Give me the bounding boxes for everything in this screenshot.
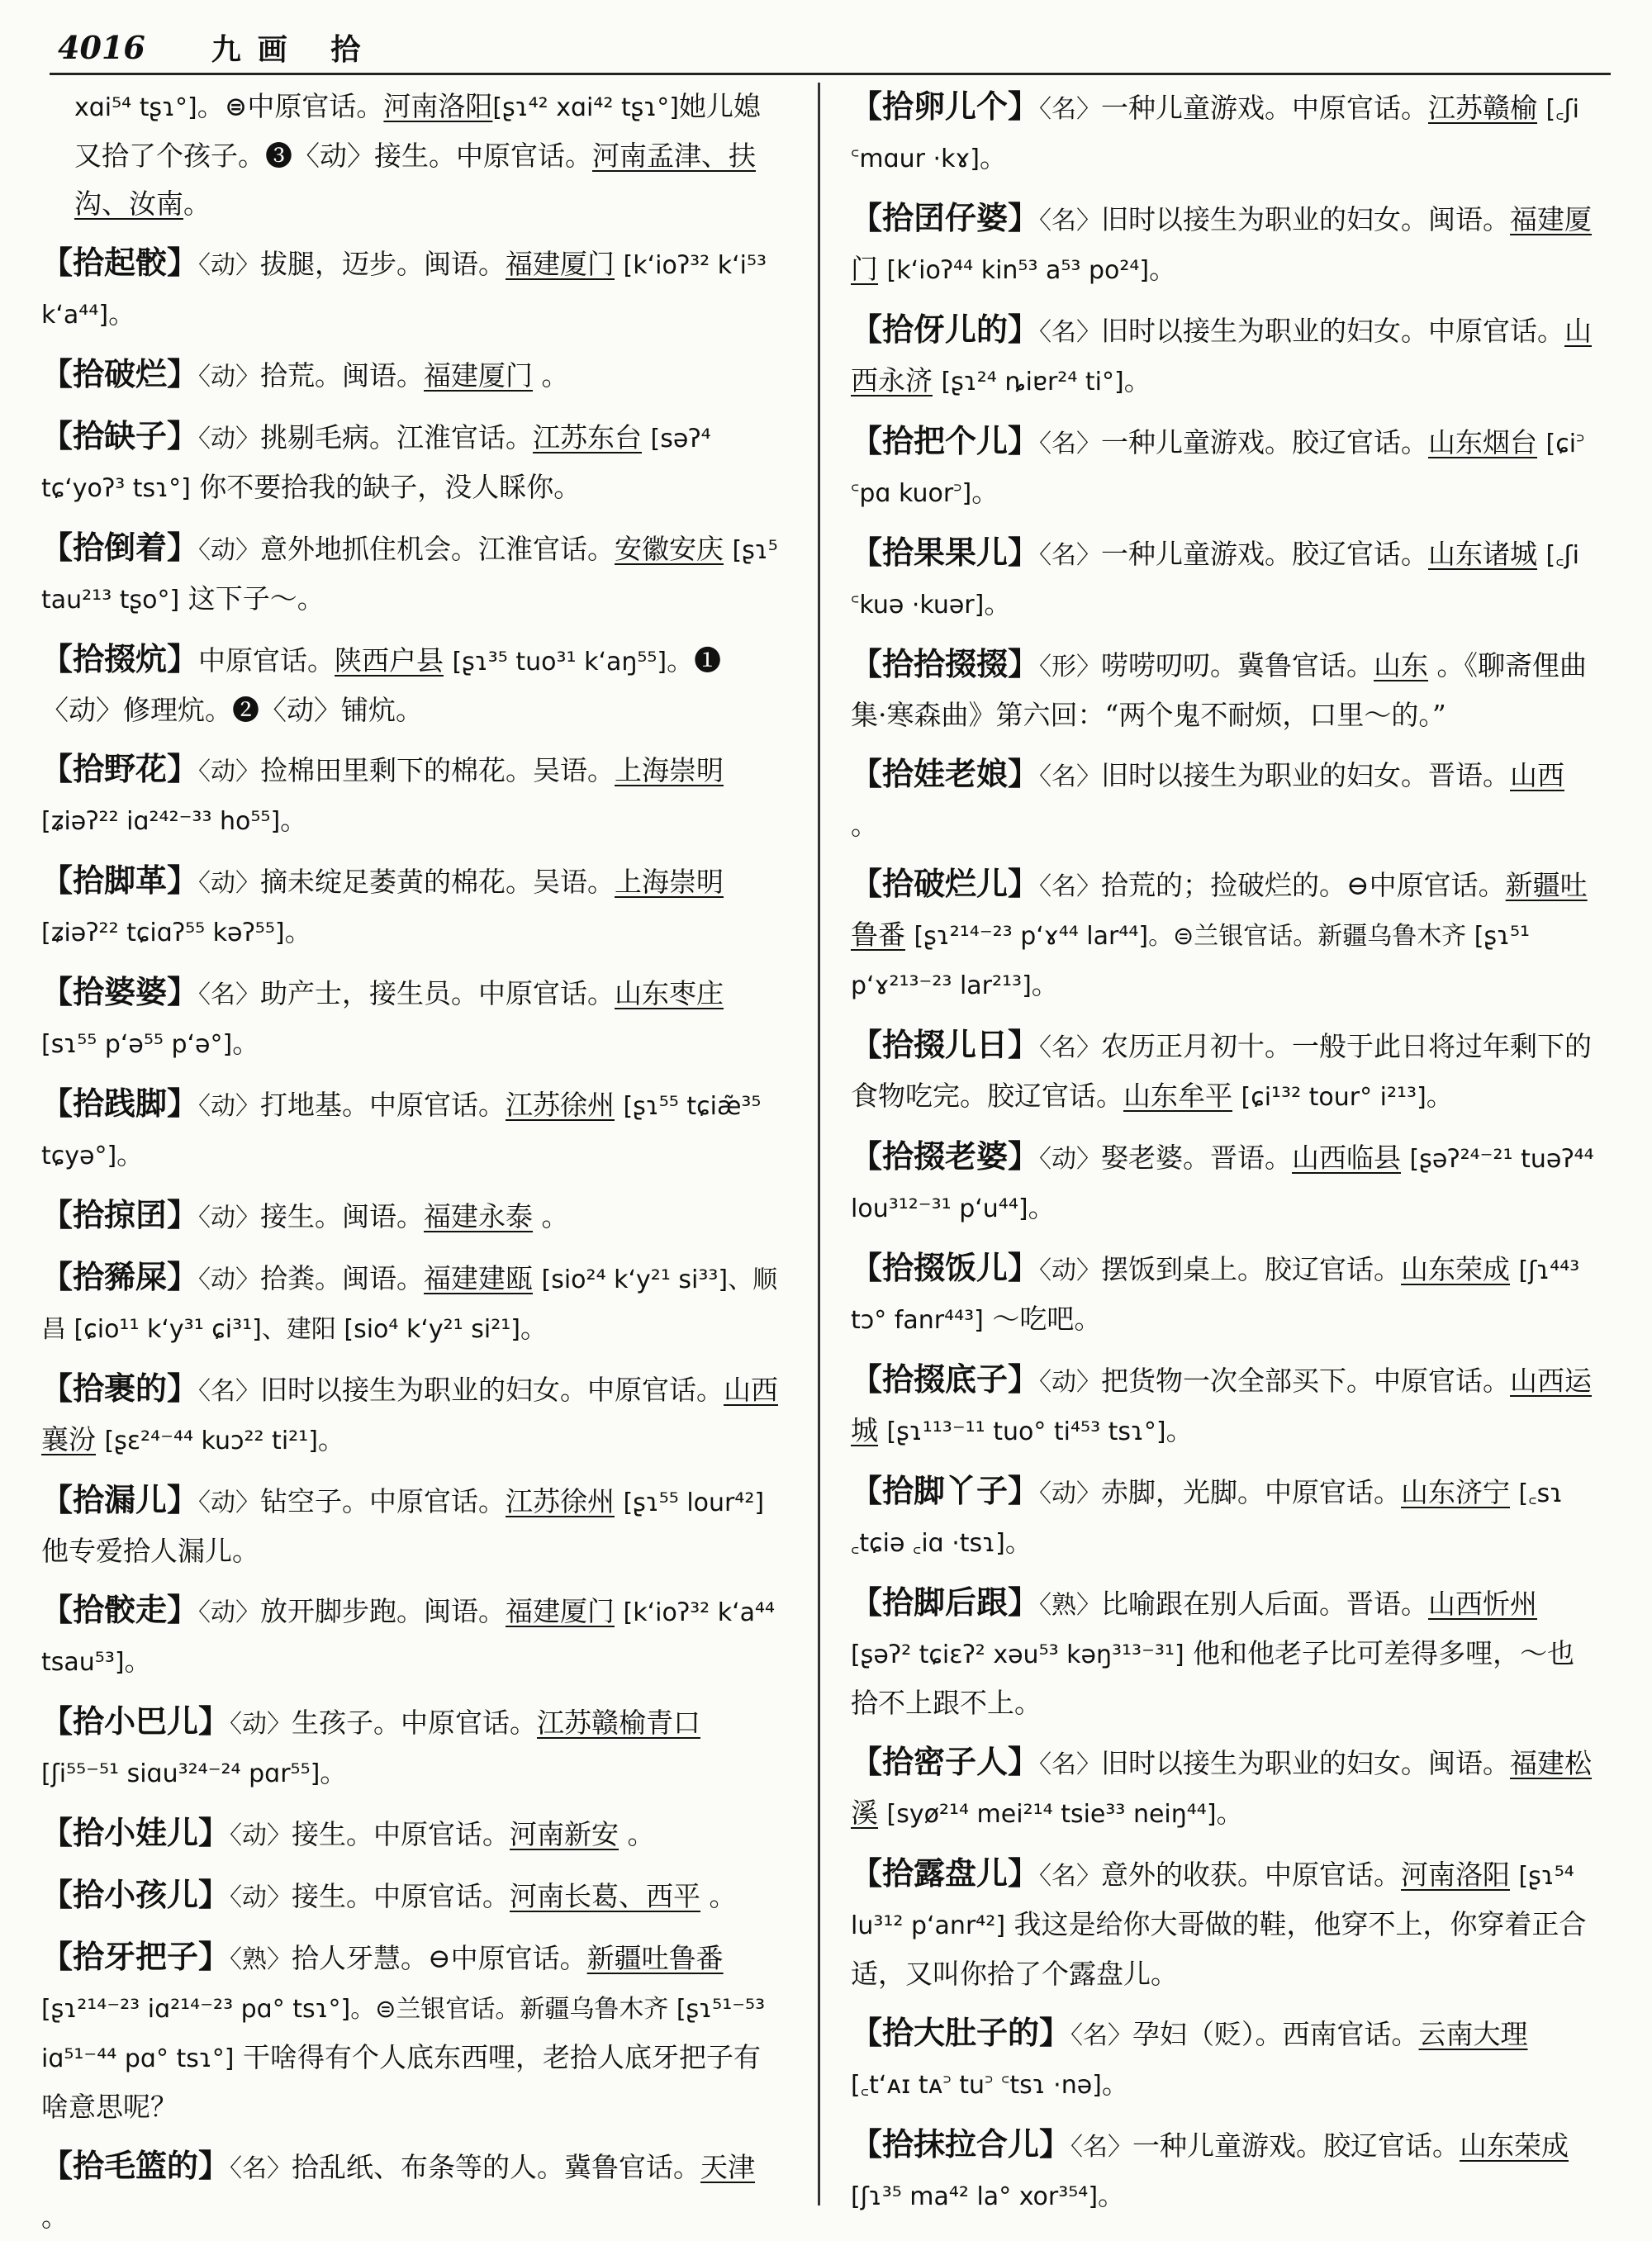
entry-headword: 【拾小孩儿】 (41, 1876, 230, 1913)
entry-headword: 【拾掇饭儿】 (851, 1249, 1040, 1286)
entry-definition: 拔腿，迈步。闽语。 (260, 248, 506, 280)
entry-pronunciation: [ɕi꜄ ꜂pɑ kuor꜄] (851, 430, 1585, 508)
entry-definition: 摆饭到桌上。胶辽官话。 (1101, 1253, 1402, 1285)
entry-pronunciation: [kʻioʔ⁴⁴ kin⁵³ a⁵³ po²⁴] (886, 256, 1150, 285)
entry-place: 安徽安庆 (615, 533, 724, 565)
entry-pronunciation: [ʃi⁵⁵⁻⁵¹ siɑu³²⁴⁻²⁴ pɑr⁵⁵] (41, 1759, 320, 1788)
entry-definition: 拾人牙慧。⊖中原官话。 (292, 1942, 587, 1974)
entry-place: 山西运城 (851, 1365, 1593, 1446)
entry-tail: 。 (1165, 1414, 1194, 1446)
entry-part-of-speech: 〈动〉 (1039, 1479, 1102, 1508)
entry-part-of-speech: 〈名〉 (1039, 1750, 1102, 1779)
entry-headword: 【拾缺子】 (41, 417, 199, 454)
entry-place: 河南洛阳 (1401, 1859, 1511, 1891)
entry-part-of-speech: 〈名〉 (1039, 1862, 1102, 1891)
entry-part-of-speech: 〈动〉 (198, 869, 261, 898)
entry-pronunciation: [꜀sɿ ꜀tɕiə ꜀iɑ ·tsɿ] (851, 1479, 1564, 1558)
entry-pronunciation: [ʂɿ²⁴ ȵiɐr²⁴ ti°] (941, 368, 1124, 396)
entry-definition: 旧时以接生为职业的妇女。晋语。 (1101, 759, 1511, 791)
entry-place: 河南洛阳 (383, 90, 493, 122)
entry-pronunciation: [kʻioʔ³² kʻi⁵³ kʻa⁴⁴] (41, 251, 767, 330)
entry-headword: 【拾掇底子】 (851, 1360, 1040, 1398)
entry-place: 山西襄汾 (41, 1374, 779, 1455)
dictionary-entry (851, 1849, 1594, 1998)
entry-definition: 唠唠叨叨。冀鲁官话。 (1101, 649, 1374, 681)
entry-headword: 【拾破烂儿】 (851, 865, 1040, 902)
entry-headword: 【拾露盘儿】 (851, 1854, 1040, 1892)
entry-definition: 拾荒。闽语。 (260, 359, 425, 392)
entry-text: 。⊜中原官话。 (197, 90, 384, 122)
entry-place: 河南长葛、西平 (510, 1880, 701, 1912)
entry-definition: 孕妇（贬）。西南官话。 (1132, 2018, 1419, 2050)
entry-headword: 【拾倒着】 (41, 529, 199, 566)
entry-pronunciation: [ʂɿ²¹⁴⁻²³ iɑ²¹⁴⁻²³ pɑ° tsɿ°]。⊜兰银官话。新疆乌鲁木齐 [ʂɿ⁵¹⁻⁵³ iɑ⁵¹⁻⁴⁴ pɑ° tsɿ°] (41, 1995, 766, 2073)
entry-headword: 【拾野花】 (41, 750, 199, 787)
entry-pronunciation: [ʃɿ³⁵ ma⁴² la° xor³⁵⁴] (851, 2182, 1099, 2211)
entry-headword: 【拾小巴儿】 (41, 1702, 230, 1740)
dictionary-entry (851, 1356, 1594, 1456)
entry-tail: 。 (541, 1200, 569, 1232)
entry-pronunciation: [ʂɿ²¹⁴⁻²³ pʻɤ⁴⁴ lar⁴⁴]。⊜兰银官话。新疆乌鲁木齐 [ʂɿ⁵¹ pʻɤ²¹³⁻²³ lar²¹³] (851, 922, 1531, 1000)
entry-place: 福建建瓯 (424, 1262, 534, 1294)
entry-headword: 【拾掠囝】 (41, 1196, 199, 1233)
entry-definition: 拾乱纸、布条等的人。冀鲁官话。 (292, 2151, 701, 2183)
entry-place: 山西忻州 (1428, 1588, 1538, 1620)
entry-part-of-speech: 〈名〉 (1039, 95, 1102, 124)
entry-definition: 旧时以接生为职业的妇女。中原官话。 (1101, 315, 1565, 347)
dictionary-entry (41, 412, 785, 513)
dictionary-entry (851, 1467, 1594, 1568)
entry-part-of-speech: 〈动〉 (198, 425, 261, 453)
entry-headword: 【拾践脚】 (41, 1085, 199, 1122)
column-divider (818, 83, 820, 2205)
entry-headword: 【拾掇炕】 (41, 640, 199, 677)
entry-part-of-speech: 〈动〉 (198, 1204, 261, 1232)
entry-definition: 接生。中原官话。 (292, 1818, 510, 1850)
dictionary-entry (41, 1871, 785, 1922)
entry-tail: 。 (183, 188, 211, 220)
entry-pronunciation: [kʻioʔ³² kʻa⁴⁴ tsau⁵³] (41, 1598, 776, 1677)
entry-part-of-speech: 〈动〉 (1039, 1256, 1102, 1285)
dictionary-entry (851, 1132, 1594, 1233)
entry-definition: 拾荒的；捡破烂的。⊖中原官话。 (1101, 869, 1506, 901)
entry-place: 山西临县 (1292, 1142, 1402, 1174)
entry-definition: 生孩子。中原官话。 (292, 1707, 538, 1739)
entry-definition: 一种儿童游戏。胶辽官话。 (1101, 426, 1429, 458)
page-number: 4016 (58, 28, 145, 66)
entry-part-of-speech: 〈名〉 (1039, 318, 1102, 347)
entry-tail: 他专爱拾人漏儿。 (41, 1535, 259, 1567)
entry-definition: 旧时以接生为职业的妇女。闽语。 (1101, 203, 1511, 235)
entry-part-of-speech: 〈名〉 (198, 980, 261, 1009)
entry-tail: 。 (1031, 968, 1059, 1000)
entry-tail: 。《聊斋俚曲集·寒森曲》第六回：“两个鬼不耐烦，口里～的。” (851, 649, 1588, 731)
entry-headword: 【拾毛篮的】 (41, 2147, 230, 2184)
entry-definition: 接生。中原官话。 (292, 1880, 510, 1912)
entry-definition: 挑剔毛病。江淮官话。 (260, 421, 534, 453)
entry-place: 上海崇明 (615, 754, 724, 786)
dictionary-entry (41, 1933, 785, 2131)
entry-pronunciation: [ʂɿ⁵⁴ lu³¹² pʻanr⁴²] (851, 1862, 1574, 1940)
entry-headword: 【拾娃老娘】 (851, 755, 1040, 792)
entry-place: 新疆吐鲁番 (586, 1942, 724, 1974)
entry-place: 江苏赣榆 (1428, 92, 1538, 124)
entry-tail: 。 (284, 915, 312, 947)
entry-tail: 。 (984, 587, 1012, 620)
dictionary-entry (41, 857, 785, 957)
entry-pronunciation: [ʂəʔ²⁴⁻²¹ tuəʔ⁴⁴ lou³¹²⁻³¹ pʻu⁴⁴] (851, 1145, 1594, 1223)
entry-place: 福建厦门 (506, 1595, 615, 1627)
entry-tail: 。 (1149, 253, 1177, 285)
entry-tail: 。 (1426, 1080, 1454, 1112)
entry-part-of-speech: 〈名〉 (1039, 430, 1102, 458)
entry-headword: 【拾大肚子的】 (851, 2014, 1071, 2051)
entry-place: 新疆吐鲁番 (851, 869, 1588, 951)
entry-part-of-speech: 〈名〉 (1039, 762, 1102, 791)
entry-pronunciation: [ʂəʔ² tɕiɛʔ² xəu⁵³ kəŋ³¹³⁻³¹] (851, 1640, 1184, 1669)
entry-place: 福建厦门 (506, 248, 615, 280)
entry-pronunciation: [꜀ʃi ꜂mɑur ·kɤ] (851, 95, 1580, 173)
entry-headword: 【拾掇儿日】 (851, 1026, 1040, 1063)
entry-headword: 【拾掇老婆】 (851, 1137, 1040, 1175)
entry-tail: 。 (1101, 2068, 1129, 2100)
entry-definition: 捡棉田里剩下的棉花。吴语。 (260, 754, 615, 786)
entry-definition: 拾粪。闽语。 (260, 1262, 425, 1294)
dictionary-entry (41, 1809, 785, 1860)
entry-headword: 【拾把个儿】 (851, 422, 1040, 459)
entry-headword: 【拾豨屎】 (41, 1258, 199, 1295)
entry-headword: 【拾牙把子】 (41, 1938, 230, 1975)
dictionary-entry (41, 635, 785, 734)
entry-part-of-speech: 〈名〉 (1039, 872, 1102, 901)
entry-place: 山东荣成 (1460, 2129, 1569, 2162)
entry-part-of-speech: 〈动〉 (230, 1710, 292, 1739)
entry-part-of-speech: 〈名〉 (1039, 207, 1102, 235)
entry-definition: 把货物一次全部买下。中原官话。 (1101, 1365, 1511, 1397)
entry-place: 江苏徐州 (506, 1089, 615, 1121)
dictionary-entry (41, 350, 785, 401)
entry-tail: 这下子～。 (179, 582, 325, 615)
entry-headword: 【拾密子人】 (851, 1743, 1040, 1780)
entry-tail: 。 (1216, 1797, 1244, 1829)
entry-part-of-speech: 〈名〉 (1039, 541, 1102, 570)
dictionary-entry (851, 529, 1594, 629)
entry-part-of-speech: 〈动〉 (230, 1821, 292, 1850)
entry-place: 福建厦门 (424, 359, 534, 392)
entry-pronunciation-2: [ʂɿ⁴² xɑi⁴² tʂɿ°] (492, 93, 679, 122)
entry-example: 她儿媳又拾了个孩子。❸〈动〉接生。中原官话。 (74, 90, 761, 172)
entry-part-of-speech: 〈动〉 (1039, 1145, 1102, 1174)
entry-place: 云南大理 (1418, 2018, 1528, 2050)
left-column (41, 83, 785, 2233)
dictionary-entry (851, 2009, 1594, 2110)
entry-place: 山东烟台 (1428, 426, 1538, 458)
entry-pronunciation: [ʑiəʔ²² iɑ²⁴²⁻³³ ho⁵⁵] (41, 807, 281, 836)
entry-definition: 钻空子。中原官话。 (260, 1485, 506, 1517)
entry-tail: 。 (41, 2201, 69, 2233)
entry-definition: 赤脚，光脚。中原官话。 (1101, 1476, 1402, 1508)
dictionary-entry (851, 2120, 1594, 2221)
dictionary-entry (851, 860, 1594, 1010)
entry-pronunciation: [꜀tʻᴀɪ tᴀ꜄ tu꜄ ꜂tsɿ ·nə] (851, 2071, 1102, 2100)
entry-tail: 。 (116, 1138, 145, 1170)
entry-pronunciation: [ʂɿ⁵⁵ tɕiæ̃³⁵ tɕyə°] (41, 1092, 762, 1170)
entry-place: 江苏赣榆青口 (537, 1707, 701, 1739)
entry-place: 福建厦门 (851, 203, 1593, 285)
entry-tail: 。 (520, 1312, 548, 1344)
entry-part-of-speech: 〈动〉 (230, 1883, 292, 1912)
entry-part-of-speech: 〈名〉 (1070, 2133, 1133, 2162)
entry-headword: 【拾果果儿】 (851, 534, 1040, 571)
entry-tail: 。 (108, 297, 136, 330)
dictionary-entry (41, 1080, 785, 1180)
entry-pronunciation: [syø²¹⁴ mei²¹⁴ tsie³³ neiŋ⁴⁴] (886, 1800, 1217, 1829)
dictionary-entry (41, 239, 785, 339)
entry-headword: 【拾婆婆】 (41, 973, 199, 1010)
entry-pronunciation: [ʂɿ³⁵ tuo³¹ kʻaŋ⁵⁵] (452, 648, 667, 677)
entry-tail: 他和他老子比可差得多哩，～也拾不上跟不上。 (851, 1637, 1575, 1719)
dictionary-entry (41, 1476, 785, 1575)
entry-pronunciation: [꜀ʃi ꜂kuə ·kuər] (851, 541, 1580, 620)
entry-place: 福建永泰 (424, 1200, 534, 1232)
page-title: 九画 拾 (211, 31, 377, 67)
entry-definition: 放开脚步跑。闽语。 (260, 1595, 506, 1627)
entry-definition: 摘未绽足萎黄的棉花。吴语。 (260, 866, 615, 898)
entry-headword: 【拾漏儿】 (41, 1481, 199, 1518)
entry-headword: 【拾脚丫子】 (851, 1472, 1040, 1509)
entry-place: 江苏东台 (533, 421, 643, 453)
entry-place: 天津 (700, 2151, 756, 2183)
entry-tail: 。 (1028, 1191, 1056, 1223)
entry-part-of-speech: 〈动〉 (198, 1265, 261, 1294)
entry-tail: 。 (971, 476, 999, 508)
entry-definition: 一种儿童游戏。胶辽官话。 (1132, 2129, 1460, 2162)
entry-definition: 打地基。中原官话。 (260, 1089, 506, 1121)
entry-headword: 【拾卵儿个】 (851, 88, 1040, 125)
dictionary-entry (851, 83, 1594, 183)
entry-pronunciation: [ʂɿ⁵⁵ lour⁴²] (623, 1488, 765, 1517)
dictionary-entry (41, 524, 785, 624)
entry-headword: 【拾伢儿的】 (851, 311, 1040, 348)
entry-headword: 【拾起骹】 (41, 244, 199, 281)
entry-tail: 。 (232, 1027, 260, 1059)
entry-part-of-speech: 〈动〉 (198, 757, 261, 786)
entry-headword: 【拾破烂】 (41, 355, 199, 392)
entry-pronunciation: [sɿ⁵⁵ pʻə⁵⁵ pʻə°] (41, 1030, 233, 1059)
entry-definition: 一种儿童游戏。胶辽官话。 (1101, 538, 1429, 570)
dictionary-entry (41, 2142, 785, 2241)
dictionary-entry (41, 83, 785, 228)
entry-headword: 【拾拾掇掇】 (851, 645, 1040, 682)
entry-tail: 。 (851, 809, 878, 841)
dictionary-entry (851, 1021, 1594, 1122)
entry-pronunciation: [sio²⁴ kʻy²¹ si³³]、顺昌 [ɕio¹¹ kʻy³¹ ɕi³¹]、建阳 [sio⁴ kʻy²¹ si²¹] (41, 1265, 778, 1344)
entry-pronunciation: [ʂɛ²⁴⁻⁴⁴ kuɔ²² ti²¹] (104, 1427, 318, 1455)
entry-definition: 一种儿童游戏。中原官话。 (1101, 92, 1429, 124)
entry-tail: 。 (709, 1880, 737, 1912)
entry-place: 山东荣成 (1401, 1253, 1511, 1285)
entry-pronunciation: [ʂɿ⁵ tau²¹³ tʂo°] (41, 536, 778, 615)
entry-pronunciation: [ʃɿ⁴⁴³ tɔ° fanr⁴⁴³] (851, 1256, 1580, 1335)
dictionary-entry (851, 1738, 1594, 1839)
entry-tail: 。 (124, 1645, 152, 1677)
dictionary-entry (41, 1365, 785, 1465)
dictionary-entry (851, 306, 1594, 406)
dictionary-entry (41, 1253, 785, 1354)
entry-pronunciation: [səʔ⁴ tɕʻyoʔ³ tsɿ°] (41, 425, 711, 503)
entry-tail: 。 (320, 1756, 348, 1788)
entry-place: 河南新安 (510, 1818, 620, 1850)
entry-pronunciation: [ʂɿ¹¹³⁻¹¹ tuo° ti⁴⁵³ tsɿ°] (886, 1417, 1166, 1446)
entry-tail: 。 (541, 359, 569, 392)
entry-definition: 娶老婆。晋语。 (1101, 1142, 1293, 1174)
entry-part-of-speech: 〈熟〉 (230, 1945, 292, 1974)
entry-definition: 比喻跟在别人后面。晋语。 (1101, 1588, 1429, 1620)
entry-headword: 【拾骹走】 (41, 1591, 199, 1628)
entry-headword: 【拾抹拉合儿】 (851, 2125, 1071, 2163)
entry-part-of-speech: 〈名〉 (1070, 2021, 1133, 2050)
entry-tail: 干啥得有个人底东西哩，老拾人底牙把子有啥意思呢？ (41, 2041, 761, 2123)
entry-tail: 。 (627, 1818, 655, 1850)
entry-headword: 【拾脚革】 (41, 862, 199, 899)
entry-tail: 。 (280, 804, 308, 836)
entry-tail: 。❶〈动〉修理炕。❷〈动〉铺炕。 (41, 644, 722, 726)
entry-pronunciation: [ʑiəʔ²² tɕiɑʔ⁵⁵ kəʔ⁵⁵] (41, 919, 285, 947)
entry-pronunciation: [ɕi¹³² tour° i²¹³] (1241, 1083, 1427, 1112)
entry-place: 山东牟平 (1123, 1080, 1232, 1112)
entry-part-of-speech: 〈动〉 (198, 363, 261, 392)
dictionary-entry (851, 640, 1594, 739)
dictionary-entry (851, 750, 1594, 849)
entry-tail: ～吃吧。 (983, 1303, 1102, 1335)
dictionary-entry (41, 1586, 785, 1687)
entry-place: 陕西户县 (335, 644, 444, 677)
header-rule (50, 73, 1611, 75)
entry-definition: 旧时以接生为职业的妇女。中原官话。 (260, 1374, 724, 1406)
entry-place: 江苏徐州 (506, 1485, 615, 1517)
entry-part-of-speech: 〈熟〉 (1039, 1591, 1102, 1620)
entry-definition: 意外的收获。中原官话。 (1101, 1859, 1402, 1891)
entry-headword: 【拾小娃儿】 (41, 1814, 230, 1851)
entry-definition: 旧时以接生为职业的妇女。闽语。 (1101, 1747, 1511, 1779)
entry-headword: 【拾脚后跟】 (851, 1583, 1040, 1621)
entry-tail: 。 (980, 141, 1008, 173)
entry-part-of-speech: 〈名〉 (230, 2154, 292, 2183)
entry-place: 山东枣庄 (615, 977, 724, 1009)
entry-place: 山西永济 (851, 315, 1593, 396)
entry-part-of-speech: 〈动〉 (198, 251, 261, 280)
right-column (851, 83, 1594, 2211)
entry-headword: 【拾裹的】 (41, 1370, 199, 1407)
dictionary-entry (41, 1697, 785, 1798)
entry-part-of-speech: 〈动〉 (1039, 1368, 1102, 1397)
dictionary-entry (851, 417, 1594, 518)
entry-place-2: 河南孟津、扶沟、汝南 (74, 140, 756, 220)
entry-headword: 【拾囝仔婆】 (851, 199, 1040, 236)
entry-tail: 你不要拾我的缺子，没人睬你。 (190, 471, 582, 503)
page-header (58, 18, 1611, 76)
entry-place: 山东济宁 (1401, 1476, 1511, 1508)
entry-definition: 农历正月初十。一般于此日将过年剩下的食物吃完。胶辽官话。 (851, 1030, 1593, 1112)
entry-place: 山东诸城 (1428, 538, 1538, 570)
entry-tail: 我这是给你大哥做的鞋，他穿不上，你穿着正合适，又叫你拾了个露盘儿。 (851, 1908, 1587, 1990)
dictionary-entry (41, 968, 785, 1069)
entry-part-of-speech: 〈名〉 (198, 1377, 261, 1406)
dictionary-entry (851, 1579, 1594, 1727)
entry-part-of-speech: 〈动〉 (198, 536, 261, 565)
entry-pronunciation: xɑi⁵⁴ tʂɿ°] (74, 93, 197, 122)
entry-definition: 意外地抓住机会。江淮官话。 (260, 533, 615, 565)
entry-place: 上海崇明 (615, 866, 724, 898)
entry-tail: 。 (1123, 364, 1151, 396)
entry-definition: 助产士，接生员。中原官话。 (260, 977, 615, 1009)
dictionary-entry (851, 194, 1594, 295)
entry-place: 福建松溪 (851, 1747, 1593, 1829)
entry-part-of-speech: 〈形〉 (1039, 653, 1102, 681)
entry-tail: 。 (1004, 1526, 1032, 1558)
entry-tail: 。 (1098, 2179, 1126, 2211)
entry-place: 山西 (1510, 759, 1565, 791)
entry-definition: 接生。闽语。 (260, 1200, 425, 1232)
entry-part-of-speech: 〈动〉 (198, 1488, 261, 1517)
entry-place: 山东 (1374, 649, 1429, 681)
entry-part-of-speech: 〈动〉 (198, 1092, 261, 1121)
entry-tail: 。 (317, 1423, 345, 1455)
entry-part-of-speech: 〈名〉 (1039, 1033, 1102, 1062)
entry-definition: 中原官话。 (198, 644, 335, 677)
dictionary-entry (41, 745, 785, 846)
dictionary-entry (851, 1244, 1594, 1345)
entry-part-of-speech: 〈动〉 (198, 1598, 261, 1627)
dictionary-entry (41, 1191, 785, 1242)
